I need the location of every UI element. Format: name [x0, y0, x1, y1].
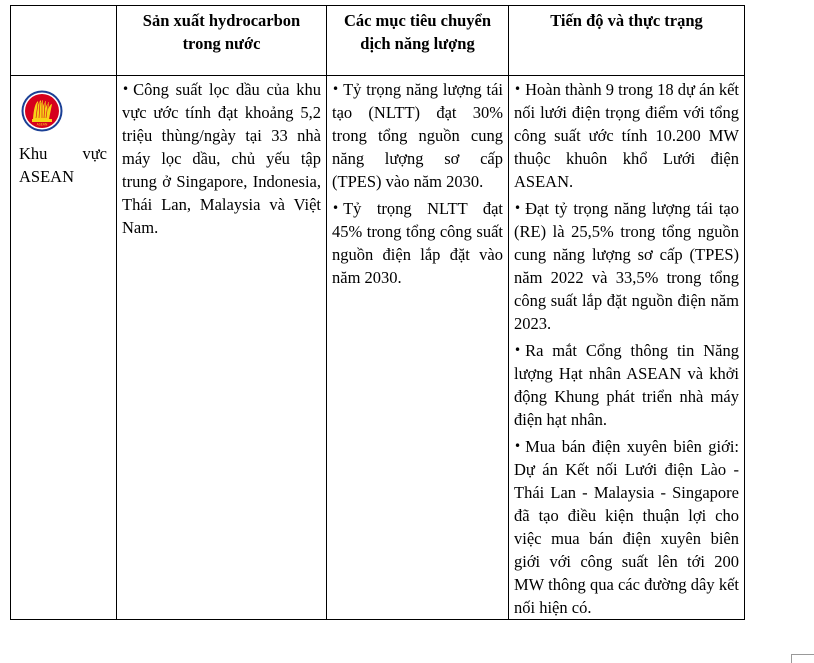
list-item: • Hoàn thành 9 trong 18 dự án kết nối lưới điện trọng điểm với tổng công suất ước tính 10.200 MW thuộc khuôn khổ Lưới điện ASEAN. [514, 80, 739, 191]
header-cell-production: Sản xuất hydrocarbon trong nước [117, 6, 327, 76]
targets-cell [327, 76, 509, 620]
progress-cell [509, 76, 745, 620]
region-name: ASEAN [19, 167, 75, 186]
production-cell [117, 76, 327, 620]
region-label: Khu vực [19, 144, 107, 163]
header-cell-targets: Các mục tiêu chuyển dịch năng lượng [327, 6, 509, 76]
list-item: • Đạt tỷ trọng năng lượng tái tạo (RE) là 25,5% trong tổng nguồn cung năng lượng sơ cấp (TPES) năm 2022 và 33,5% trong tổng công suất lắp đặt nguồn điện năm 2023. [514, 199, 739, 333]
list-item: • Ra mắt Cổng thông tin Năng lượng Hạt nhân ASEAN và khởi động Khung phát triển nhà máy điện hạt nhân. [514, 341, 739, 429]
table-header-row [11, 6, 745, 76]
bullet-icon: • [514, 343, 522, 357]
header-cell-progress: Tiến độ và thực trạng [509, 6, 745, 76]
targets-list [332, 78, 503, 289]
bullet-icon: • [332, 82, 340, 96]
progress-list [514, 78, 739, 619]
list-item: • Tỷ trọng năng lượng tái tạo (NLTT) đạt 30% trong tổng nguồn cung năng lượng sơ cấp (TPES) vào năm 2030. [332, 80, 503, 191]
energy-table [10, 5, 745, 620]
list-item: • Mua bán điện xuyên biên giới: Dự án Kết nối Lưới điện Lào - Thái Lan - Malaysia - Singapore đã tạo điều kiện thuận lợi cho việc mua bán điện xuyên biên giới với công suất lên tới 200 MW thông qua các đường dây kết nối hiện có. [514, 437, 739, 617]
bullet-icon: • [514, 439, 522, 453]
bullet-icon: • [514, 201, 522, 215]
bullet-icon: • [514, 82, 522, 96]
asean-emblem-icon [21, 90, 63, 132]
header-cell-region [11, 6, 117, 76]
production-list [122, 78, 321, 239]
table-row [11, 76, 745, 620]
region-cell [11, 76, 117, 620]
bullet-icon: • [122, 82, 130, 96]
list-item: • Công suất lọc dầu của khu vực ước tính đạt khoảng 5,2 triệu thùng/ngày tại 33 nhà máy lọc dầu, chủ yếu tập trung ở Singapore, Indonesia, Thái Lan, Malaysia và Việt Nam. [122, 80, 321, 237]
bullet-icon: • [332, 201, 340, 215]
list-item: • Tỷ trọng NLTT đạt 45% trong tổng công suất nguồn điện lắp đặt vào năm 2030. [332, 199, 503, 287]
svg-text:ASEAN: ASEAN [36, 122, 48, 127]
resize-handle[interactable] [791, 654, 814, 663]
